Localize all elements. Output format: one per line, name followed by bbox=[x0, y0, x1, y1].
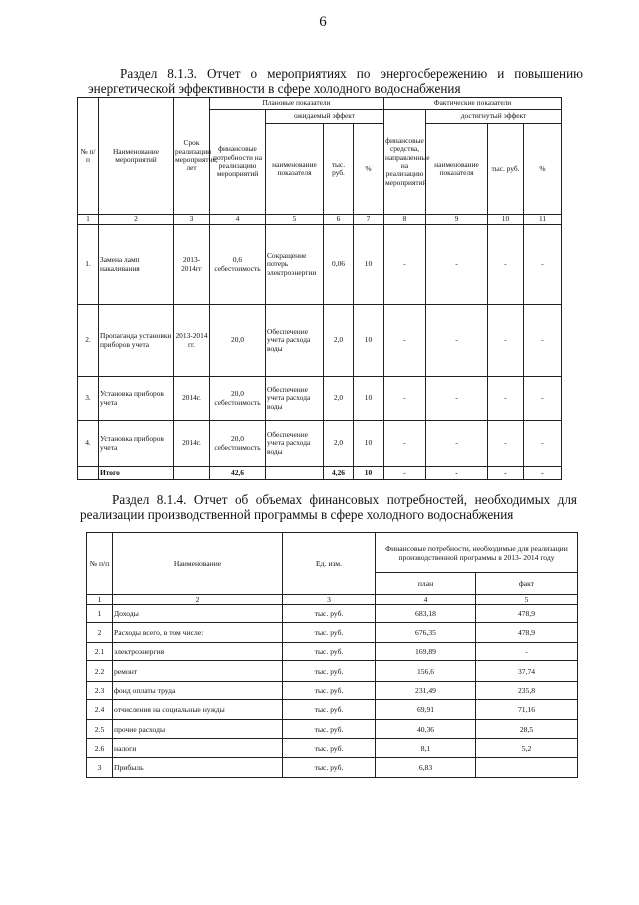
row-indicator: Обеспечение учета расхода воды bbox=[266, 421, 324, 467]
row-indicator: Обеспечение учета расхода воды bbox=[266, 377, 324, 421]
total-rub: 4,26 bbox=[324, 467, 354, 480]
row-num: 2.2 bbox=[87, 661, 113, 682]
row-term: 2013-2014гг bbox=[174, 225, 210, 305]
total-fact-indicator: - bbox=[426, 467, 488, 480]
col-number: 7 bbox=[354, 215, 384, 225]
row-unit: тыс. руб. bbox=[283, 739, 376, 758]
section1-heading-line1: Раздел 8.1.3. Отчет о мероприятиях по энергосбережению и повышению bbox=[120, 66, 583, 81]
total-fact-fin: - bbox=[384, 467, 426, 480]
row-fact-fin: - bbox=[384, 305, 426, 377]
row-name: электроэнергия bbox=[113, 643, 283, 661]
total-indicator bbox=[266, 467, 324, 480]
header-num: № п/п bbox=[87, 533, 113, 595]
row-rub: 0,06 bbox=[324, 225, 354, 305]
col-number: 11 bbox=[524, 215, 562, 225]
row-fact: 71,16 bbox=[476, 700, 578, 720]
row-fact: 5,2 bbox=[476, 739, 578, 758]
row-fin: 0,6 себестоимость bbox=[210, 225, 266, 305]
col-number: 5 bbox=[266, 215, 324, 225]
table-row bbox=[78, 421, 562, 467]
col-number: 6 bbox=[324, 215, 354, 225]
row-name: Доходы bbox=[113, 605, 283, 623]
row-fact-indicator: - bbox=[426, 421, 488, 467]
header-thous-rub: тыс. руб. bbox=[324, 124, 354, 215]
col-number: 2 bbox=[113, 595, 283, 605]
table-row bbox=[78, 377, 562, 421]
row-num: 2.6 bbox=[87, 739, 113, 758]
row-name: Установка приборов учета bbox=[99, 377, 174, 421]
row-fact: 28,5 bbox=[476, 720, 578, 739]
header-plan: план bbox=[376, 573, 476, 595]
col-number: 3 bbox=[283, 595, 376, 605]
row-fact-rub: - bbox=[488, 225, 524, 305]
row-name: отчисления на социальные нужды bbox=[113, 700, 283, 720]
header-percent: % bbox=[354, 124, 384, 215]
col-number: 2 bbox=[99, 215, 174, 225]
total-label: Итого bbox=[99, 467, 174, 480]
total-fin: 42,6 bbox=[210, 467, 266, 480]
energy-measures-table bbox=[77, 97, 562, 480]
total-term bbox=[174, 467, 210, 480]
col-number: 3 bbox=[174, 215, 210, 225]
row-rub: 2,0 bbox=[324, 377, 354, 421]
row-pct: 10 bbox=[354, 305, 384, 377]
row-num: 2. bbox=[78, 305, 99, 377]
total-fact-rub: - bbox=[488, 467, 524, 480]
row-name: ремонт bbox=[113, 661, 283, 682]
row-unit: тыс. руб. bbox=[283, 605, 376, 623]
row-fact-pct: - bbox=[524, 377, 562, 421]
row-fact-pct: - bbox=[524, 305, 562, 377]
table-row bbox=[87, 720, 578, 739]
row-fact-indicator: - bbox=[426, 305, 488, 377]
row-fact-fin: - bbox=[384, 377, 426, 421]
table-row bbox=[87, 758, 578, 778]
row-fact-indicator: - bbox=[426, 225, 488, 305]
table-row bbox=[78, 305, 562, 377]
header-name: Наименование bbox=[113, 533, 283, 595]
column-numbers-row bbox=[78, 215, 562, 225]
header-planned: Плановые показатели bbox=[210, 98, 384, 110]
header-percent-fact: % bbox=[524, 124, 562, 215]
row-fact-pct: - bbox=[524, 421, 562, 467]
col-number: 4 bbox=[210, 215, 266, 225]
row-fact-rub: - bbox=[488, 421, 524, 467]
table-row bbox=[87, 700, 578, 720]
row-pct: 10 bbox=[354, 421, 384, 467]
row-fact: 478,9 bbox=[476, 605, 578, 623]
header-indicator-name: наименование показателя bbox=[266, 124, 324, 215]
row-num: 3. bbox=[78, 377, 99, 421]
row-fact: 235,8 bbox=[476, 682, 578, 700]
row-plan: 169,89 bbox=[376, 643, 476, 661]
row-fact: 478,9 bbox=[476, 623, 578, 643]
row-pct: 10 bbox=[354, 225, 384, 305]
header-num: № п/п bbox=[78, 98, 99, 215]
total-fact-pct: - bbox=[524, 467, 562, 480]
row-fact-pct: - bbox=[524, 225, 562, 305]
row-rub: 2,0 bbox=[324, 421, 354, 467]
row-name: фонд оплаты труда bbox=[113, 682, 283, 700]
header-actual: Фактические показатели bbox=[384, 98, 562, 110]
row-unit: тыс. руб. bbox=[283, 720, 376, 739]
row-fact: 37,74 bbox=[476, 661, 578, 682]
row-plan: 231,49 bbox=[376, 682, 476, 700]
row-num: 2.4 bbox=[87, 700, 113, 720]
row-num: 2 bbox=[87, 623, 113, 643]
row-pct: 10 bbox=[354, 377, 384, 421]
row-unit: тыс. руб. bbox=[283, 682, 376, 700]
row-fact-rub: - bbox=[488, 305, 524, 377]
header-name: Наименование мероприятий bbox=[99, 98, 174, 215]
row-num: 2.3 bbox=[87, 682, 113, 700]
total-row bbox=[78, 467, 562, 480]
row-plan: 683,18 bbox=[376, 605, 476, 623]
row-indicator: Сокращение потерь электроэнергии bbox=[266, 225, 324, 305]
row-fact-indicator: - bbox=[426, 377, 488, 421]
row-num: 1. bbox=[78, 225, 99, 305]
row-name: налоги bbox=[113, 739, 283, 758]
row-rub: 2,0 bbox=[324, 305, 354, 377]
col-number: 4 bbox=[376, 595, 476, 605]
section1-heading-line2: энергетической эффективности в сфере холодного водоснабжения bbox=[88, 81, 461, 96]
row-plan: 156,6 bbox=[376, 661, 476, 682]
table-row bbox=[87, 739, 578, 758]
row-fact-fin: - bbox=[384, 225, 426, 305]
row-fact bbox=[476, 758, 578, 778]
row-name: прочие расходы bbox=[113, 720, 283, 739]
row-num: 2.1 bbox=[87, 643, 113, 661]
header-fact: факт bbox=[476, 573, 578, 595]
row-num: 3 bbox=[87, 758, 113, 778]
row-fin: 20,0 себестоимость bbox=[210, 421, 266, 467]
row-fin: 20,0 себестоимость bbox=[210, 377, 266, 421]
row-name: Установка приборов учета bbox=[99, 421, 174, 467]
header-achieved-effect: достигнутый эффект bbox=[426, 110, 562, 124]
table-row bbox=[87, 643, 578, 661]
row-unit: тыс. руб. bbox=[283, 700, 376, 720]
row-term: 2013-2014 гг. bbox=[174, 305, 210, 377]
row-unit: тыс. руб. bbox=[283, 758, 376, 778]
row-plan: 69,91 bbox=[376, 700, 476, 720]
row-name: Замена ламп накаливания bbox=[99, 225, 174, 305]
column-numbers-row bbox=[87, 595, 578, 605]
header-thous-rub-fact: тыс. руб. bbox=[488, 124, 524, 215]
row-fact-fin: - bbox=[384, 421, 426, 467]
row-term: 2014г. bbox=[174, 377, 210, 421]
table-row bbox=[87, 623, 578, 643]
header-plan-fin: финансовые потребности на реализацию мероприятий bbox=[210, 110, 266, 215]
col-number: 9 bbox=[426, 215, 488, 225]
section2-heading-line1: Раздел 8.1.4. Отчет об объемах финансовых потребностей, необходимых для bbox=[112, 492, 577, 507]
row-name: Прибыль bbox=[113, 758, 283, 778]
page-number: 6 bbox=[319, 14, 327, 30]
section2-heading-line2: реализации производственной программы в сфере холодного водоснабжения bbox=[80, 507, 514, 522]
row-plan: 676,35 bbox=[376, 623, 476, 643]
row-name: Пропаганда установки приборов учета bbox=[99, 305, 174, 377]
row-indicator: Обеспечение учета расхода воды bbox=[266, 305, 324, 377]
row-fact-rub: - bbox=[488, 377, 524, 421]
col-number: 1 bbox=[87, 595, 113, 605]
table-row bbox=[87, 605, 578, 623]
row-num: 4. bbox=[78, 421, 99, 467]
row-num: 2.5 bbox=[87, 720, 113, 739]
header-fin-needs: Финансовые потребности, необходимые для реализации производственной программы в 2013- 2014 году bbox=[376, 533, 578, 573]
header-indicator-name-fact: наименование показателя bbox=[426, 124, 488, 215]
row-unit: тыс. руб. bbox=[283, 623, 376, 643]
row-num: 1 bbox=[87, 605, 113, 623]
table-row bbox=[87, 661, 578, 682]
table-row bbox=[87, 682, 578, 700]
row-term: 2014г. bbox=[174, 421, 210, 467]
row-unit: тыс. руб. bbox=[283, 643, 376, 661]
col-number: 5 bbox=[476, 595, 578, 605]
col-number: 10 bbox=[488, 215, 524, 225]
table-row bbox=[78, 225, 562, 305]
header-term: Срок реализации мероприятия, лет bbox=[174, 98, 210, 215]
row-fin: 20,0 bbox=[210, 305, 266, 377]
row-fact: - bbox=[476, 643, 578, 661]
row-name: Расходы всего, в том числе: bbox=[113, 623, 283, 643]
col-number: 8 bbox=[384, 215, 426, 225]
section2-heading bbox=[80, 492, 577, 522]
financial-needs-table bbox=[86, 532, 578, 778]
total-num bbox=[78, 467, 99, 480]
col-number: 1 bbox=[78, 215, 99, 225]
header-unit: Ед. изм. bbox=[283, 533, 376, 595]
row-plan: 6,83 bbox=[376, 758, 476, 778]
section1-heading bbox=[88, 66, 583, 96]
row-unit: тыс. руб. bbox=[283, 661, 376, 682]
header-fact-fin: финансовые средства, направленные на реализацию мероприятий bbox=[384, 110, 426, 215]
row-plan: 40,36 bbox=[376, 720, 476, 739]
row-plan: 8,1 bbox=[376, 739, 476, 758]
total-pct: 10 bbox=[354, 467, 384, 480]
header-expected-effect: ожидаемый эффект bbox=[266, 110, 384, 124]
